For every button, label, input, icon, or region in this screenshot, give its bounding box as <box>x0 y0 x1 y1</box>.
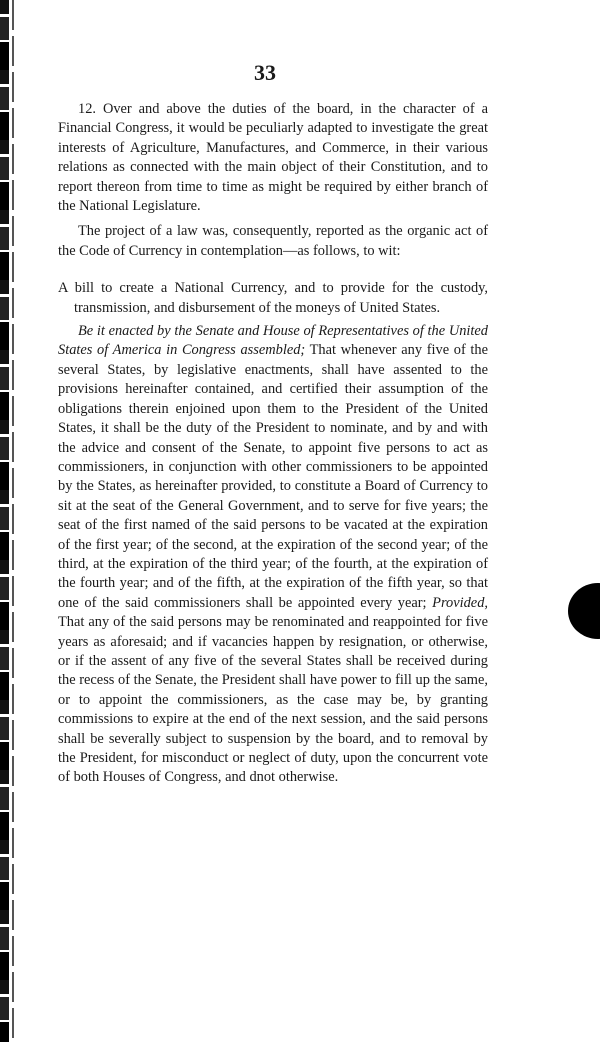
enacting-body-1: That whenever any five of the several States, by legislative enactments, shall have assented to the provisions hereinafter contained, and certified their assumption of the obligations therein enjoined upon them to the President of the United States, it shall be the duty of the President to nominate, and by and with the advice and consent of the Senate, to appoint five persons to act as commissioners, in conjunction with other commissioners to be appointed by the States, as hereinafter provided, to constitute a Board of Currency to sit at the seat of the General Government, and to serve for five years; the seat of the first named of the said persons to be vacated at the expiration of the first year; of the second, at the expiration of the second year; of the third, at the expiration of the third year; of the fourth, at the expiration of the fourth year; and of the fifth, at the expiration of the fifth year, so that one of the said commissioners shall be appointed every year; <box>58 342 488 611</box>
provided-word: Provided, <box>432 594 488 611</box>
page-number: 33 <box>254 60 276 85</box>
page-body <box>58 100 488 788</box>
paragraph-12: 12. Over and above the duties of the board, in the character of a Financial Congress, it would be peculiarly adapted to investigate the great interests of Agriculture, Manufactures, and Commerce, in their various relations as connected with the main object of their Constitution, and to report thereon from time to time as might be required by either branch of the National Legislature. <box>58 101 488 215</box>
enacting-formula: Be it enacted by the Senate and House of Representatives of the United States of America in Congress assembled; <box>58 323 488 359</box>
enacting-clause <box>58 322 488 788</box>
bill-title: A bill to create a National Currency, and to provide for the custody, transmission, and disbursement of the moneys of United States. <box>58 280 488 316</box>
paragraph-project: The project of a law was, consequently, reported as the organic act of the Code of Currency in contemplation—as follows, to wit: <box>58 223 488 259</box>
punch-hole <box>568 583 600 639</box>
enacting-body-2: That any of the said persons may be renominated and reappointed for five years as aforesaid; and if vacancies happen by resignation, or otherwise, or if the assent of any five of the several States shall be received during the recess of the Senate, the President shall have power to fill up the same, or to appoint the commissioners, as the case may be, by granting commissions to expire at the end of the next session, and the said persons shall be severally subject to suspension by the board, and to removal by the President, for misconduct or neglect of duty, upon the concurrent vote of both Houses of Congress, and dnot otherwise. <box>58 614 488 786</box>
binding-edge-inner <box>12 0 14 1042</box>
binding-edge <box>0 0 9 1042</box>
